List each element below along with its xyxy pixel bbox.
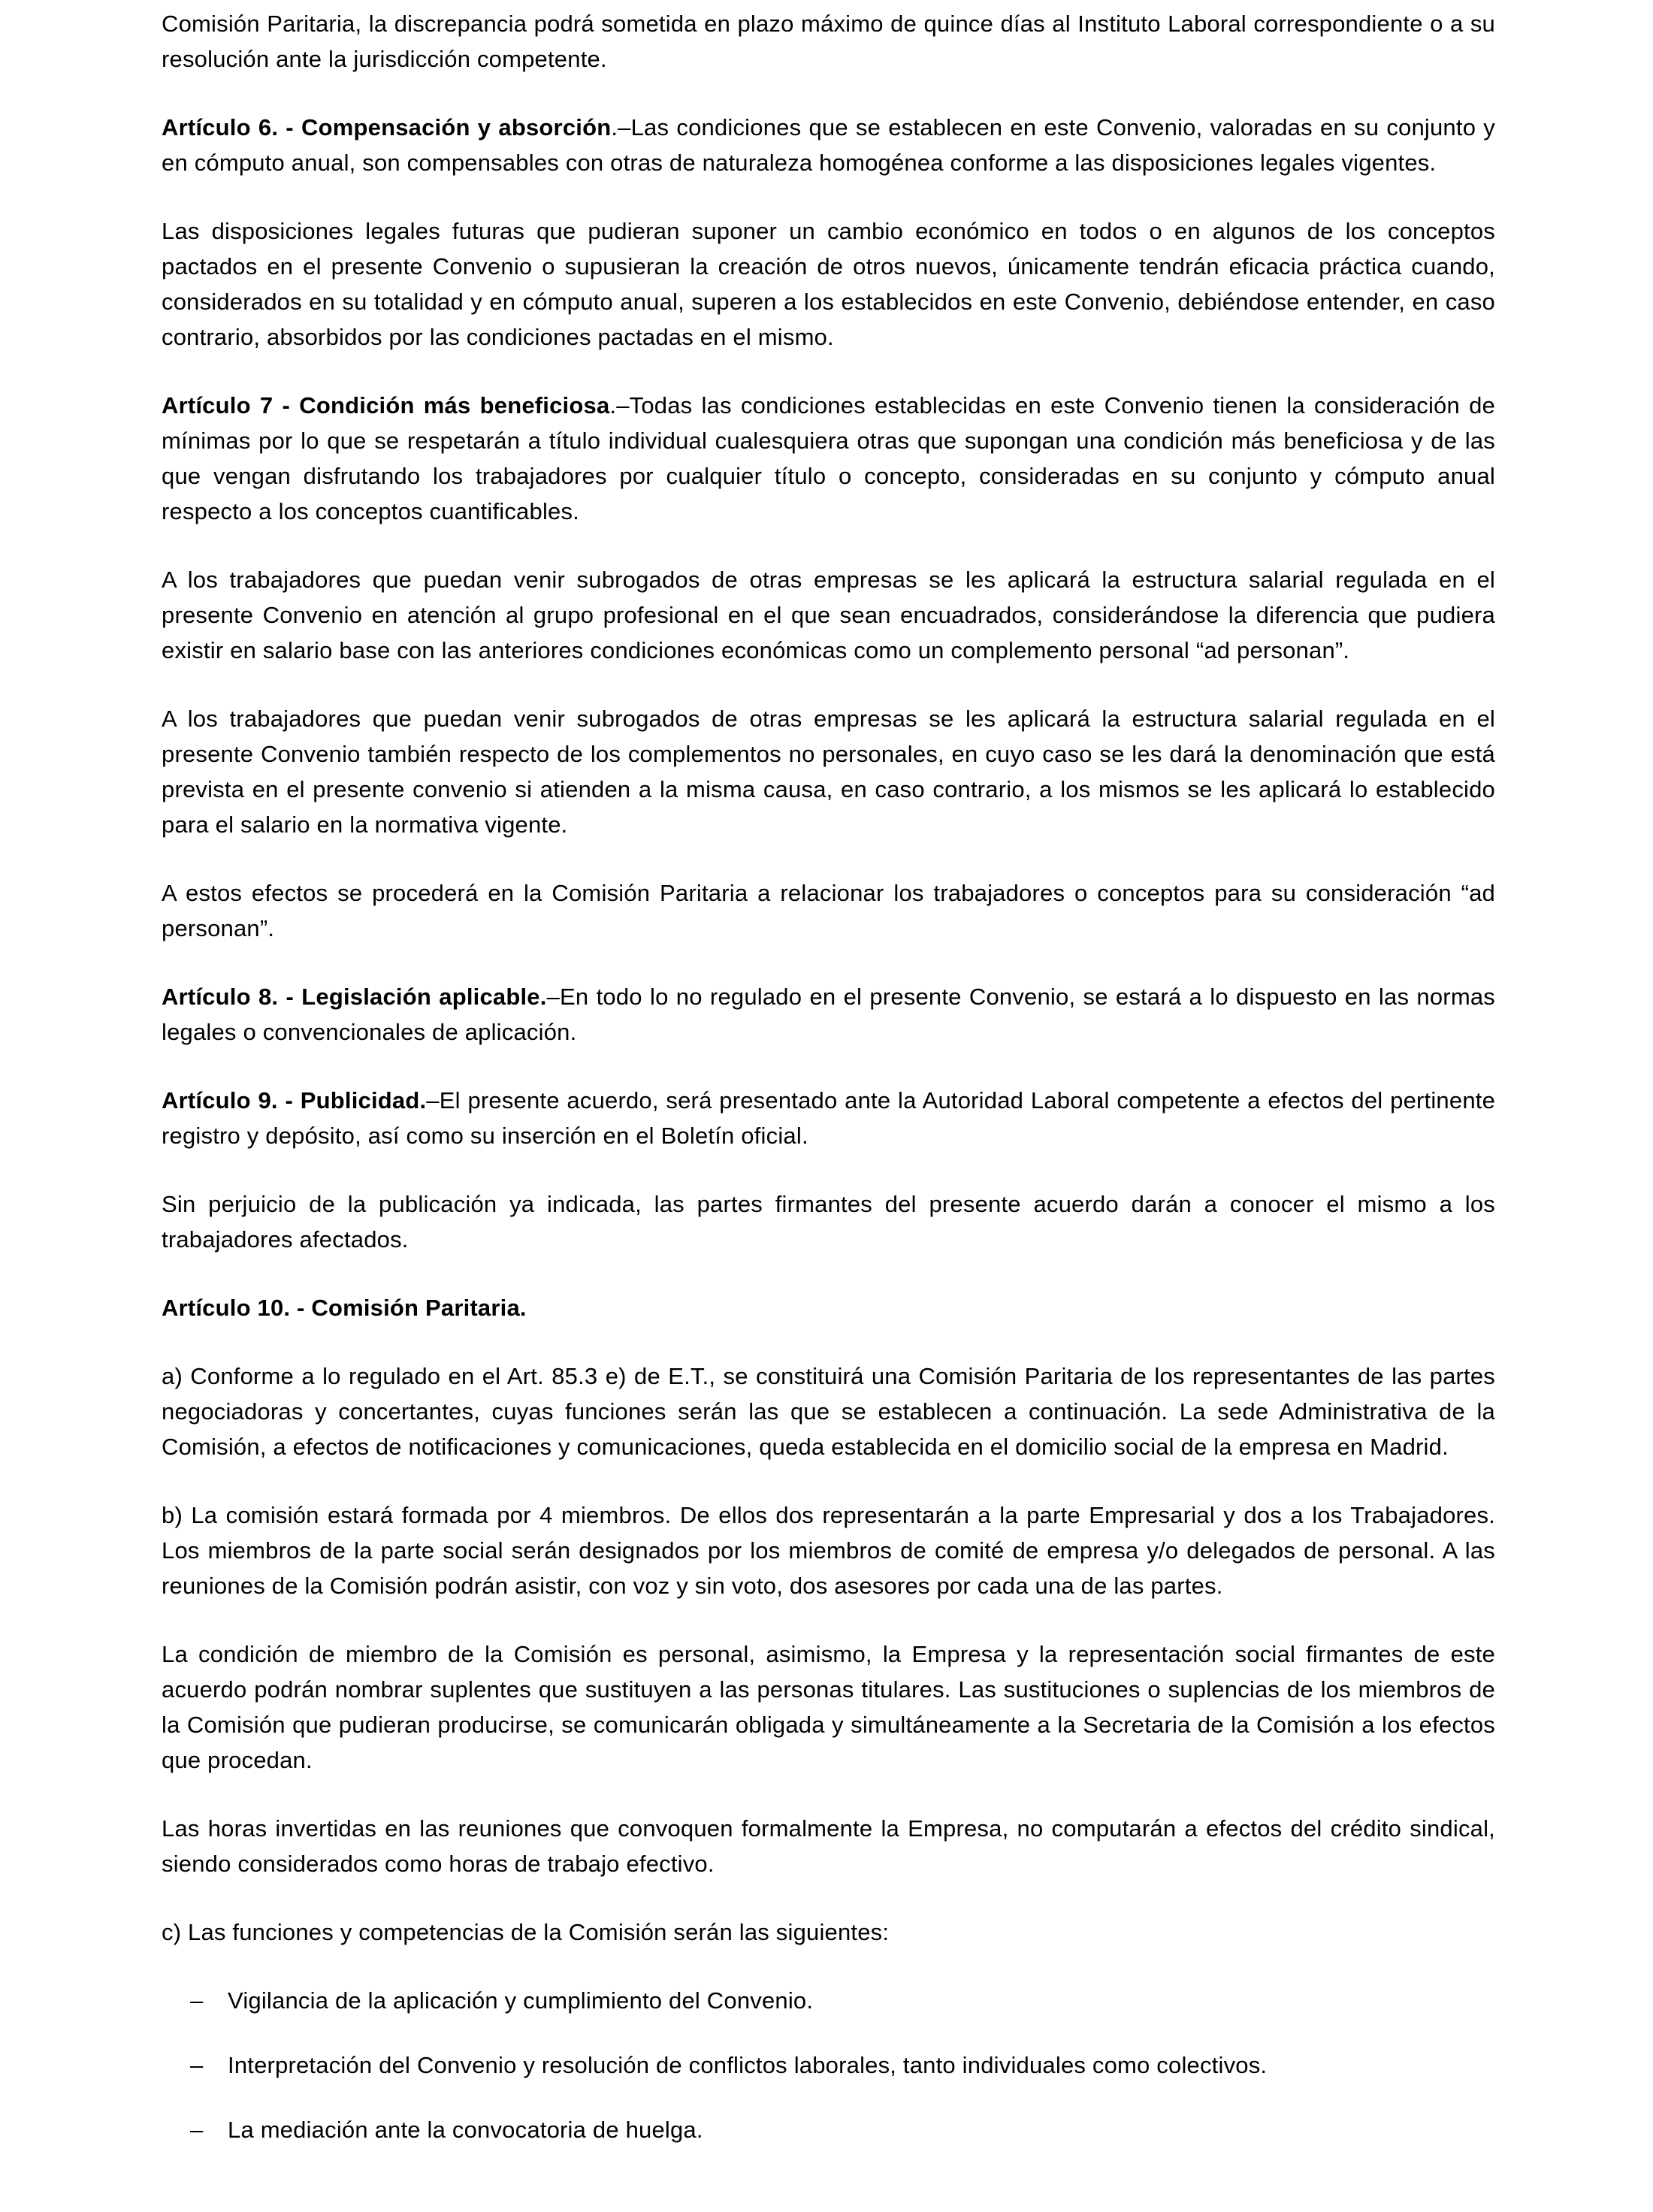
dash-bullet: – — [190, 1987, 204, 2014]
article-paragraph: Artículo 9. - Publicidad.–El presente acuerdo, será presentado ante la Autoridad Laboral competente a efectos del pertinente registro y depósito, así como su inserción en el Boletín oficial. — [162, 1087, 1496, 1149]
body-paragraph: Sin perjuicio de la publicación ya indicada, las partes firmantes del presente acuerdo darán a conocer el mismo a los trabajadores afectados. — [162, 1191, 1495, 1253]
body-paragraph: c) Las funciones y competencias de la Comisión serán las siguientes: — [162, 1919, 890, 1945]
article-paragraph: Artículo 6. - Compensación y absorción.–Las condiciones que se establecen en este Convenio, valoradas en su conjunto y en cómputo anual, son compensables con otras de naturaleza homogénea conforme a las disposiciones legales vigentes. — [162, 114, 1496, 176]
body-paragraph: a) Conforme a lo regulado en el Art. 85.3 e) de E.T., se constituirá una Comisión Paritaria de los representantes de las partes negociadoras y concertantes, cuyas funciones serán las que se establecen a continuación. La sede Administrativa de la Comisión, a efectos de notificaciones y comunicaciones, queda establecida en el domicilio social de la empresa en Madrid. — [162, 1363, 1495, 1460]
article-heading: Artículo 6. - Compensación y absorción — [162, 114, 612, 141]
list-item — [162, 1983, 1495, 2018]
body-paragraph: A los trabajadores que puedan venir subrogados de otras empresas se les aplicará la estructura salarial regulada en el presente Convenio también respecto de los complementos no personales, en cuyo caso se les dará la denominación que está prevista en el presente convenio si atienden a la misma causa, en caso contrario, a los mismos se les aplicará lo establecido para el salario en la normativa vigente. — [162, 706, 1495, 838]
list-item-text: La mediación ante la convocatoria de huelga. — [228, 2117, 703, 2143]
functions-list — [162, 1983, 1495, 2147]
body-paragraph: La condición de miembro de la Comisión es personal, asimismo, la Empresa y la representación social firmantes de este acuerdo podrán nombrar suplentes que sustituyen a las personas titulares. Las sustituciones o suplencias de los miembros de la Comisión que pudieran producirse, se comunicarán obligada y simultáneamente a la Secretaria de la Comisión a los efectos que procedan. — [162, 1641, 1495, 1773]
list-item — [162, 2112, 1495, 2147]
list-item — [162, 2047, 1495, 2083]
body-paragraph: Las horas invertidas en las reuniones que convoquen formalmente la Empresa, no computarán a efectos del crédito sindical, siendo considerados como horas de trabajo efectivo. — [162, 1815, 1495, 1877]
article-heading: Artículo 8. - Legislación aplicable. — [162, 984, 547, 1010]
dash-bullet: – — [190, 2052, 204, 2078]
article-heading: Artículo 7 - Condición más beneficiosa — [162, 392, 610, 419]
list-item-text: Vigilancia de la aplicación y cumplimiento del Convenio. — [228, 1987, 814, 2014]
dash-bullet: – — [190, 2117, 204, 2143]
article-heading: Artículo 10. - Comisión Paritaria. — [162, 1295, 527, 1321]
article-paragraph: Artículo 7 - Condición más beneficiosa.–Todas las condiciones establecidas en este Convenio tienen la consideración de mínimas por lo que se respetarán a título individual cualesquiera otras que supongan una condición más beneficiosa y de las que vengan disfrutando los trabajadores por cualquier título o concepto, consideradas en su conjunto y cómputo anual respecto a los conceptos cuantificables. — [162, 392, 1495, 524]
body-paragraph: b) La comisión estará formada por 4 miembros. De ellos dos representarán a la parte Empresarial y dos a los Trabajadores. Los miembros de la parte social serán designados por los miembros de comité de empresa y/o delegados de personal. A las reuniones de la Comisión podrán asistir, con voz y sin voto, dos asesores por cada una de las partes. — [162, 1502, 1495, 1599]
list-item-text: Interpretación del Convenio y resolución de conflictos laborales, tanto individuales como colectivos. — [228, 2052, 1268, 2078]
body-paragraph: Las disposiciones legales futuras que pudieran suponer un cambio económico en todos o en algunos de los conceptos pactados en el presente Convenio o supusieran la creación de otros nuevos, únicamente tendrán eficacia práctica cuando, considerados en su totalidad y en cómputo anual, superen a los establecidos en este Convenio, debiéndose entender, en caso contrario, absorbidos por las condiciones pactadas en el mismo. — [162, 218, 1495, 350]
article-heading: Artículo 9. - Publicidad. — [162, 1087, 427, 1114]
article-paragraph — [162, 1290, 1495, 1325]
body-paragraph: A estos efectos se procederá en la Comisión Paritaria a relacionar los trabajadores o conceptos para su consideración “ad personan”. — [162, 880, 1495, 941]
body-paragraph: A los trabajadores que puedan venir subrogados de otras empresas se les aplicará la estructura salarial regulada en el presente Convenio en atención al grupo profesional en el que sean encuadrados, considerándose la diferencia que pudiera existir en salario base con las anteriores condiciones económicas como un complemento personal “ad personan”. — [162, 567, 1495, 663]
body-paragraph: Comisión Paritaria, la discrepancia podrá sometida en plazo máximo de quince días al Instituto Laboral correspondiente o a su resolución ante la jurisdicción competente. — [162, 11, 1495, 72]
article-paragraph: Artículo 8. - Legislación aplicable.–En todo lo no regulado en el presente Convenio, se estará a lo dispuesto en las normas legales o convencionales de aplicación. — [162, 984, 1495, 1045]
